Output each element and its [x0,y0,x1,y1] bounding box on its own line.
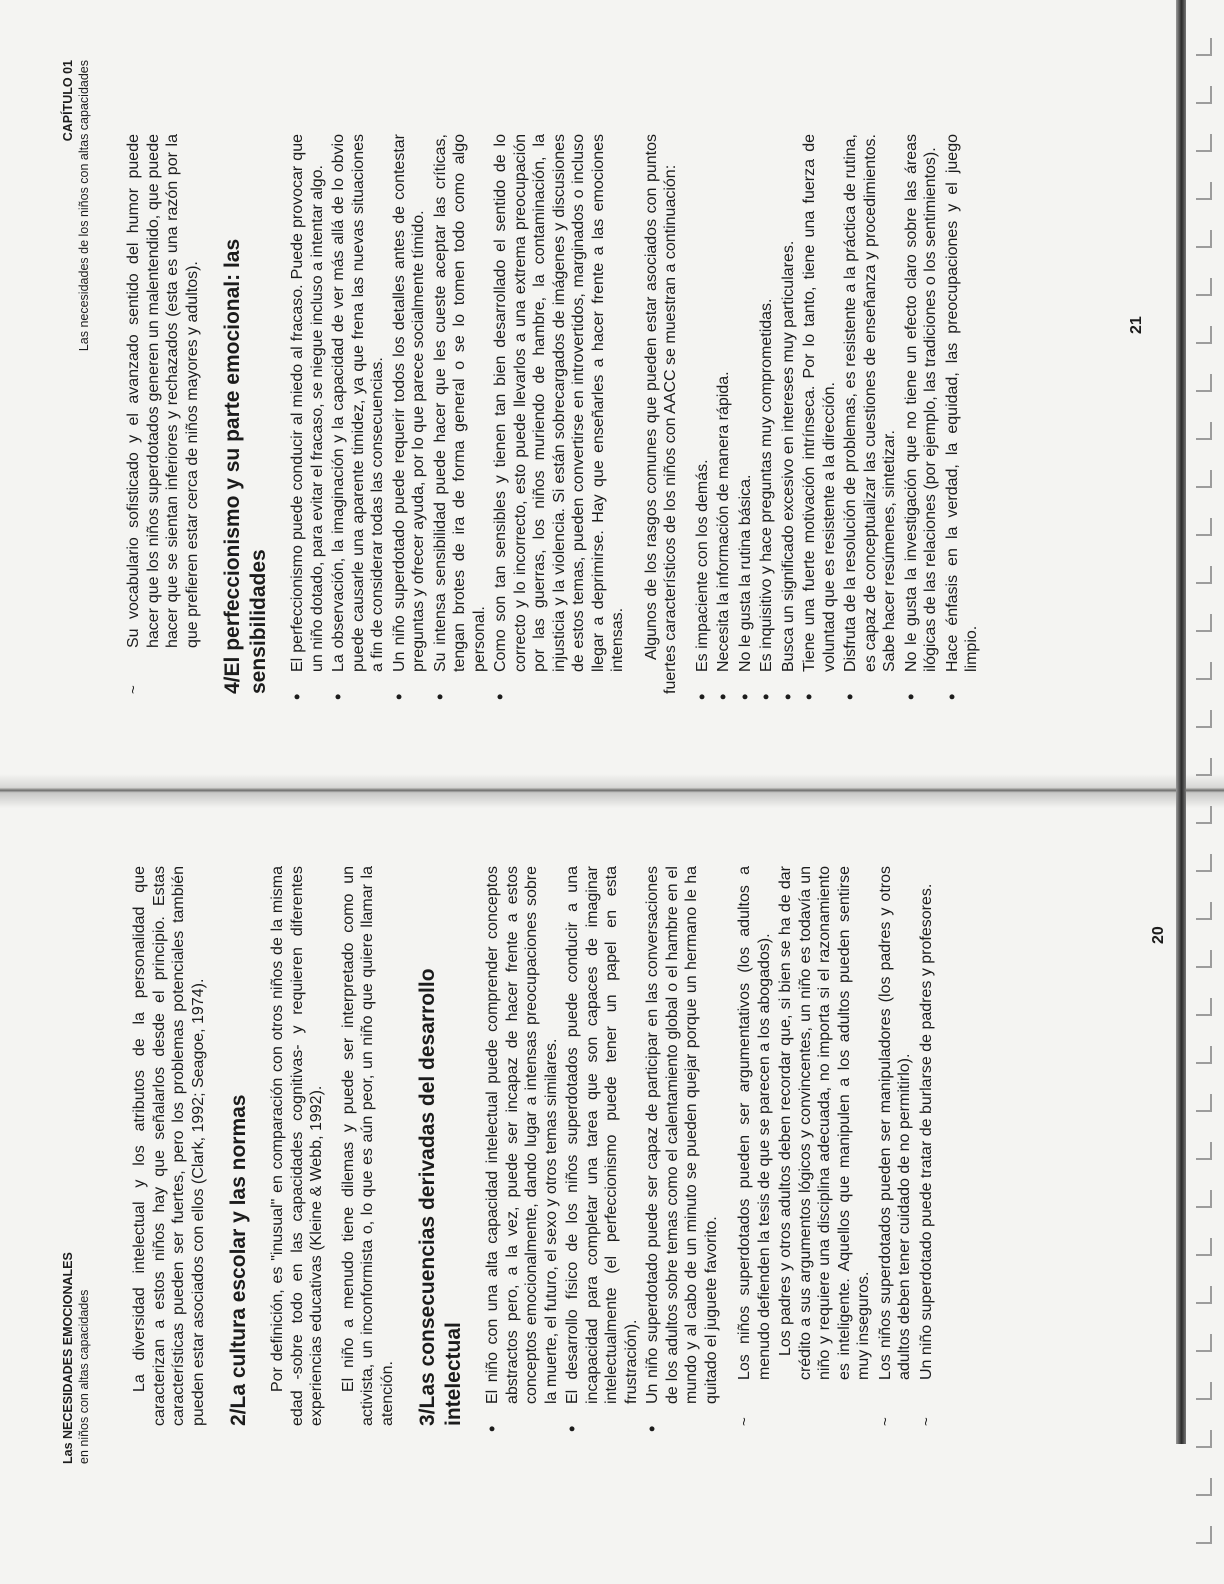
chapter-label: CAPÍTULO 01 [61,60,75,142]
traits-list [693,134,982,694]
list-item: ~ Su vocabulario sofisticado y el avanzado sentido del humor puede hacer que los niños superdotados generen un malentendido, que puede hacer que se sientan inferiores y rechazados (esta es una razón por la que prefieren estar cerca de niños mayores y adultos). [124,134,202,694]
list-item: • El niño con una alta capacidad intelectual puede comprender conceptos abstractos pero, a la vez, puede ser incapaz de hacer frente a estos conceptos emocionalmente, dando lugar a intensas preocupaciones sobre la muerte, el futuro, el sexo y otros temas similares. [483,866,561,1426]
list-item: • No le gusta la rutina básica. [736,134,756,694]
section-4-heading: 4/El perfeccionismo y su parte emocional: las sensibilidades [221,238,270,694]
list-item: • Es inquisitivo y hace preguntas muy comprometidas. [757,134,777,694]
section-2-paragraph-2: El niño a menudo tiene dilemas y puede ser interpretado como un activista, un inconformista o, lo que es aún peor, un niño que quiere llamar la atención. [339,866,396,1426]
list-item: • Un niño superdotado puede ser capaz de participar en las conversaciones de los adultos sobre temas como el calentamiento global o el hambre en el mundo y al cabo de un minuto se pueden quejar porque un hermano le ha quitado el juguete favorito. [643,866,721,1426]
list-item: ~ Un niño superdotado puede tratar de burlarse de padres y profesores. [917,866,937,1426]
list-item: • No le gusta la investigación que no tiene un efecto claro sobre las áreas ilógicas de las relaciones (por ejemplo, las tradiciones o los sentimientos). [902,134,941,694]
list-item: • Hace énfasis en la verdad, la equidad, las preocupaciones y el juego limpio. [943,134,982,694]
section-2-paragraph-1: Por definición, es "inusual" en comparación con otros niños de la misma edad -sobre todo en las capacidades cognitivas- y requieren diferentes experiencias educativas (Kleine & Webb, 1992). [269,866,325,1426]
binding-marks [1196,0,1224,1584]
book-subtitle: en niños con altas capacidades [77,1289,91,1464]
list-item: • Tiene una fuerte motivación intrínseca. Por lo tanto, tiene una fuerza de voluntad que es resistente a la dirección. [800,134,839,694]
continued-list [124,134,202,694]
list-item: ~ Los niños superdotados pueden ser manipuladores (los padres y otros adultos deben tener cuidado de no permitirlo). [876,866,915,1426]
section-3-sub-list [735,866,936,1426]
list-item: • Un niño superdotado puede requerir todos los detalles antes de contestar preguntas y ofrecer ayuda, por lo que parece socialmente tímido. [390,134,429,694]
section-2-heading: 2/La cultura escolar y las normas [227,1094,250,1426]
running-header-left [60,1252,92,1464]
section-4-bullet-list [288,134,628,694]
chapter-subtitle: Las necesidades de los niños con altas capacidades [77,60,91,352]
left-page [0,792,1224,1584]
list-item: Los padres y otros adultos deben recordar que, si bien se ha de dar crédito a sus argumentos lógicos y convincentes, un niño es todavía un niño y requiere una disciplina adecuada, no importa si el razonamiento es inteligente. Aquellos que manipulen a los adultos pueden sentirse muy inseguros. [777,866,872,1380]
traits-intro: Algunos de los rasgos comunes que pueden estar asociados con puntos fuertes característicos de los niños con AACC se muestran a continuación: [642,134,679,694]
list-item: • Busca un significado excesivo en intereses muy particulares. [779,134,799,694]
scan-bottom-rule [1176,0,1186,1444]
list-item: • Su intensa sensibilidad puede hacer que les cueste aceptar las críticas, tengan brotes de ira de forma general o se lo tomen todo como algo personal. [431,134,490,694]
page-number: 20 [1150,926,1167,944]
list-item: • Necesita la información de manera rápida. [714,134,734,694]
list-item: • Disfruta de la resolución de problemas, es resistente a la práctica de rutina, es capaz de conceptualizar las cuestiones de enseñanza y procedimientos. Sabe hacer resúmenes, sintetizar. [841,134,900,694]
intro-paragraph: La diversidad intelectual y los atributos de la personalidad que caracterizan a estos niños hay que señalarlos desde el principio. Estas características pueden ser fuertes, pero los problemas potenciales también pueden estar asociados con ellos (Clark, 1992; Seagoe, 1974). [131,866,207,1426]
list-item: • Es impaciente con los demás. [693,134,713,694]
list-item: ~ Los niños superdotados pueden ser argumentativos (los adultos a menudo defienden la tesis de que se parecen a los abogados). [735,866,774,1426]
right-text-column [118,134,996,694]
book-title: Las NECESIDADES EMOCIONALES [61,1252,75,1464]
list-item: • La observación, la imaginación y la capacidad de ver más allá de lo obvio puede causarle una aparente timidez, ya que frena las nuevas situaciones a fin de considerar todas las consecuencias. [329,134,388,694]
section-3-bullet-list [483,866,721,1426]
running-header-right [60,60,92,351]
list-item: • Como son tan sensibles y tienen tan bien desarrollado el sentido de lo correcto y lo incorrecto, esto puede llevarlos a una extrema preocupación por las guerras, los niños muriendo de hambre, la contaminación, la injusticia y la violencia. Si están sobrecargados de imágenes y discusiones de estos temas, pueden convertirse en introvertidos, marginados o incluso llegar a deprimirse. Hay que enseñarles a hacer frente a las emociones intensas. [491,134,628,694]
list-item: • El perfeccionismo puede conducir al miedo al fracaso. Puede provocar que un niño dotado, para evitar el fracaso, se niegue incluso a intentar algo. [288,134,327,694]
page-number: 21 [1128,316,1145,334]
section-3-heading: 3/Las consecuencias derivadas del desarrollo intelectual [416,968,465,1426]
list-item: • El desarrollo físico de los niños superdotados puede conducir a una incapacidad para completar una tarea que son capaces de imaginar intelectualmente (el perfeccionismo puede tener un papel en esta frustración). [563,866,641,1426]
left-text-column [130,866,950,1426]
